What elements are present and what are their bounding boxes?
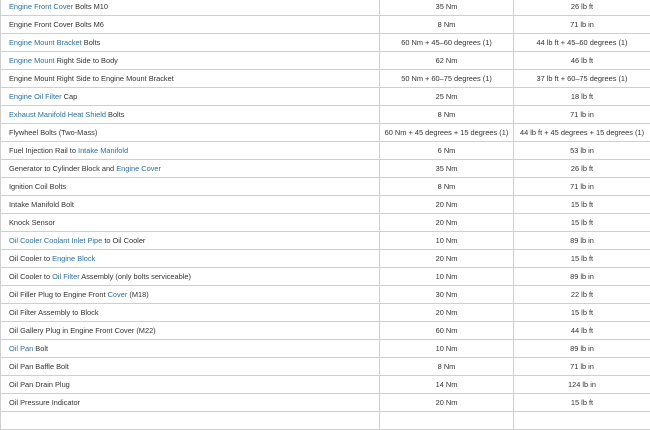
component-cell (1, 214, 380, 232)
component-cell (1, 322, 380, 340)
english-value-cell: 15 lb ft (514, 214, 650, 232)
english-value-cell: 15 lb ft (514, 250, 650, 268)
component-text: Oil Gallery Plug in Engine Front Cover (M22) (9, 326, 156, 335)
component-text: Oil Cooler to (9, 254, 52, 263)
component-cell (1, 340, 380, 358)
english-value-cell: 53 lb in (514, 142, 650, 160)
table-row (1, 250, 650, 268)
table-row (1, 196, 650, 214)
component-text: Fuel Injection Rail to (9, 146, 78, 155)
english-value-cell: 44 lb ft + 45 degrees + 15 degrees (1) (514, 124, 650, 142)
metric-value-cell (380, 412, 514, 430)
metric-value-cell: 6 Nm (380, 142, 514, 160)
english-value-cell: 71 lb in (514, 16, 650, 34)
metric-value-cell: 60 Nm + 45 degrees + 15 degrees (1) (380, 124, 514, 142)
torque-spec-rows (1, 0, 650, 430)
component-cell (1, 70, 380, 88)
component-link[interactable]: Engine Oil Filter (9, 92, 62, 101)
component-link[interactable]: Engine Block (52, 254, 95, 263)
component-cell (1, 52, 380, 70)
english-value-cell: 71 lb in (514, 178, 650, 196)
component-cell (1, 376, 380, 394)
component-link[interactable]: Engine Front Cover (9, 2, 73, 11)
metric-value-cell: 8 Nm (380, 178, 514, 196)
english-value-cell: 18 lb ft (514, 88, 650, 106)
component-link[interactable]: Engine Mount Bracket (9, 38, 82, 47)
table-row (1, 16, 650, 34)
component-link[interactable]: Oil Pan (9, 344, 33, 353)
component-text: Oil Pan Baffle Bolt (9, 362, 69, 371)
component-text: Generator to Cylinder Block and (9, 164, 116, 173)
table-row (1, 124, 650, 142)
table-row (1, 142, 650, 160)
table-row (1, 214, 650, 232)
component-text: Oil Pan Drain Plug (9, 380, 70, 389)
metric-value-cell: 50 Nm + 60–75 degrees (1) (380, 70, 514, 88)
component-link[interactable]: Exhaust Manifold Heat Shield (9, 110, 106, 119)
table-row (1, 358, 650, 376)
component-text: Right Side to Body (55, 56, 118, 65)
component-text: Oil Pressure Indicator (9, 398, 80, 407)
metric-value-cell: 10 Nm (380, 232, 514, 250)
metric-value-cell: 14 Nm (380, 376, 514, 394)
table-row (1, 70, 650, 88)
component-text: Oil Cooler to (9, 272, 52, 281)
metric-value-cell: 20 Nm (380, 250, 514, 268)
component-cell (1, 358, 380, 376)
component-cell (1, 268, 380, 286)
table-row (1, 304, 650, 322)
english-value-cell: 37 lb ft + 60–75 degrees (1) (514, 70, 650, 88)
metric-value-cell: 60 Nm + 45–60 degrees (1) (380, 34, 514, 52)
metric-value-cell: 30 Nm (380, 286, 514, 304)
component-cell (1, 250, 380, 268)
english-value-cell: 15 lb ft (514, 196, 650, 214)
metric-value-cell: 60 Nm (380, 322, 514, 340)
table-row (1, 34, 650, 52)
component-text: Engine Mount Right Side to Engine Mount Bracket (9, 74, 174, 83)
component-text: Assembly (only bolts serviceable) (80, 272, 191, 281)
table-row (1, 52, 650, 70)
metric-value-cell: 62 Nm (380, 52, 514, 70)
english-value-cell: 124 lb in (514, 376, 650, 394)
component-text: Oil Filter Assembly to Block (9, 308, 99, 317)
table-row (1, 412, 650, 430)
component-text: Intake Manifold Bolt (9, 200, 74, 209)
table-row (1, 232, 650, 250)
english-value-cell: 44 lb ft (514, 322, 650, 340)
english-value-cell: 26 lb ft (514, 160, 650, 178)
table-row (1, 268, 650, 286)
english-value-cell: 71 lb in (514, 106, 650, 124)
component-link[interactable]: Intake Manifold (78, 146, 128, 155)
table-row (1, 340, 650, 358)
component-cell (1, 178, 380, 196)
metric-value-cell: 25 Nm (380, 88, 514, 106)
english-value-cell: 89 lb in (514, 340, 650, 358)
component-text: Cap (62, 92, 78, 101)
english-value-cell (514, 412, 650, 430)
component-text: Bolts (82, 38, 100, 47)
metric-value-cell: 20 Nm (380, 196, 514, 214)
component-text: to Oil Cooler (102, 236, 145, 245)
component-cell (1, 124, 380, 142)
metric-value-cell: 10 Nm (380, 340, 514, 358)
component-link[interactable]: Engine Cover (116, 164, 161, 173)
english-value-cell: 71 lb in (514, 358, 650, 376)
component-text: Bolt (33, 344, 48, 353)
component-cell (1, 142, 380, 160)
table-row (1, 286, 650, 304)
component-text: Flywheel Bolts (Two-Mass) (9, 128, 97, 137)
component-link[interactable]: Oil Filter (52, 272, 80, 281)
english-value-cell: 22 lb ft (514, 286, 650, 304)
english-value-cell: 89 lb in (514, 268, 650, 286)
english-value-cell: 89 lb in (514, 232, 650, 250)
component-text: Ignition Coil Bolts (9, 182, 66, 191)
table-row (1, 160, 650, 178)
metric-value-cell: 8 Nm (380, 358, 514, 376)
metric-value-cell: 10 Nm (380, 268, 514, 286)
table-row (1, 0, 650, 16)
component-link[interactable]: Engine Mount (9, 56, 55, 65)
component-text: Oil Filler Plug to Engine Front (9, 290, 108, 299)
english-value-cell: 26 lb ft (514, 0, 650, 16)
english-value-cell: 15 lb ft (514, 394, 650, 412)
component-link[interactable]: Oil Cooler Coolant Inlet Pipe (9, 236, 102, 245)
component-cell (1, 16, 380, 34)
table-row (1, 376, 650, 394)
metric-value-cell: 8 Nm (380, 16, 514, 34)
metric-value-cell: 20 Nm (380, 304, 514, 322)
component-cell (1, 394, 380, 412)
table-row (1, 394, 650, 412)
metric-value-cell: 35 Nm (380, 0, 514, 16)
component-cell (1, 412, 380, 430)
metric-value-cell: 20 Nm (380, 214, 514, 232)
metric-value-cell: 35 Nm (380, 160, 514, 178)
component-cell (1, 196, 380, 214)
component-cell (1, 106, 380, 124)
english-value-cell: 46 lb ft (514, 52, 650, 70)
english-value-cell: 44 lb ft + 45–60 degrees (1) (514, 34, 650, 52)
table-row (1, 88, 650, 106)
table-row (1, 178, 650, 196)
component-cell (1, 160, 380, 178)
component-cell (1, 304, 380, 322)
component-link[interactable]: Cover (108, 290, 128, 299)
component-text: Engine Front Cover Bolts M6 (9, 20, 104, 29)
table-row (1, 106, 650, 124)
metric-value-cell: 8 Nm (380, 106, 514, 124)
component-text: Bolts (106, 110, 124, 119)
metric-value-cell: 20 Nm (380, 394, 514, 412)
component-cell (1, 232, 380, 250)
component-cell (1, 34, 380, 52)
component-text: Knock Sensor (9, 218, 55, 227)
component-cell (1, 286, 380, 304)
component-cell (1, 88, 380, 106)
component-cell (1, 0, 380, 16)
table-row (1, 322, 650, 340)
component-text: Bolts M10 (73, 2, 108, 11)
component-text: (M18) (127, 290, 148, 299)
english-value-cell: 15 lb ft (514, 304, 650, 322)
